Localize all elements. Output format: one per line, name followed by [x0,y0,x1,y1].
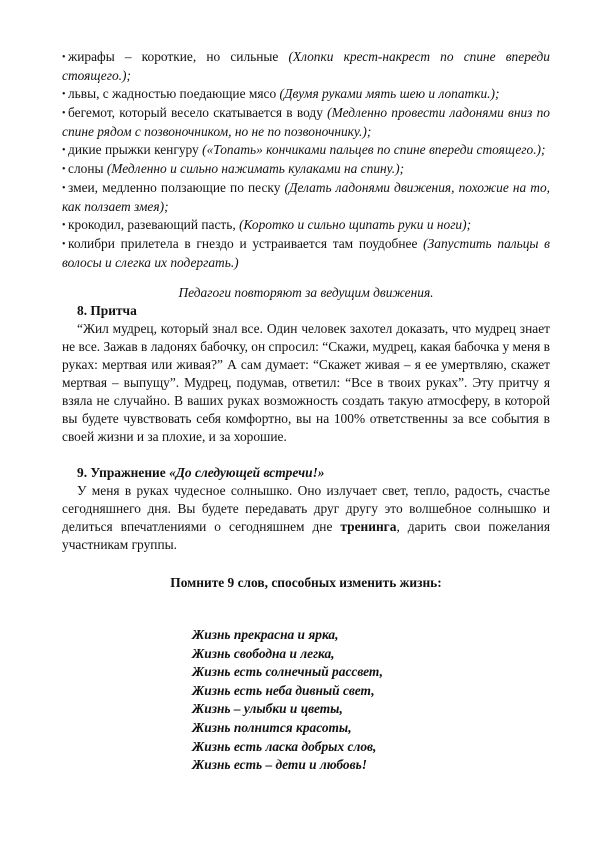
list-item-instruction: (Делать ладонями движения, похожие на то, как ползает змея); [62,180,551,214]
list-item [62,179,550,216]
bullet-icon: • [62,183,66,194]
poem-line: Жизнь есть – дети и любовь! [192,757,367,773]
list-item-text: крокодил, разевающий пасть, [68,217,240,232]
list-item-instruction: (Коротко и сильно щипать руки и ноги); [239,217,472,232]
list-item [62,216,550,235]
list-item-instruction: (Медленно и сильно нажимать кулаками на спину.); [106,161,405,176]
section-9-heading [62,464,550,482]
section-9-heading-title: «До следующей встречи!» [169,465,325,480]
massage-bullet-list [62,48,550,272]
bullet-icon: • [62,220,66,231]
poem-line: Жизнь есть солнечный рассвет, [192,664,384,680]
list-item [62,235,550,272]
bullet-icon: • [62,108,66,119]
bullet-icon: • [62,239,66,250]
list-item-instruction: («Топать» кончиками пальцев по спине впереди стоящего.); [202,142,546,157]
list-item-instruction: (Запустить пальцы в волосы и слегка их подергать.) [62,236,550,270]
section-9-heading-prefix: 9. Упражнение [77,465,170,480]
exercise-text-end: , дарить свои пожелания участникам группы. [62,519,551,552]
list-item-instruction: (Хлопки крест-накрест по спине впереди стоящего.); [62,49,550,83]
section-8-heading: 8. Притча [77,303,137,318]
bullet-icon: • [62,52,66,63]
poem-line: Жизнь есть ласка добрых слов, [192,738,377,754]
exercise-bold-word: тренинга [340,519,397,534]
parable-paragraph: “Жил мудрец, который знал все. Один человек захотел доказать, что мудрец знает не все. Зажав в ладонях бабочку, он спросил: “Скажи, мудрец, какая бабочка у меня в руках: мертвая или живая?” А сам думает: “Скажет живая – я ее умертвляю, скажет мертвая – выпущу”. Мудрец, подумав, ответил: “Все в твоих руках”. Эту притчу я взяла не случайно. В ваших руках возможность создать такую атмосферу, в которой вы будете чувствовать себя комфортно, вы на 100% ответственны за все события в своей жизни и за плохие, и за хорошие. [62,321,550,444]
poem-line: Жизнь прекрасна и ярка, [192,627,339,642]
poem-line: Жизнь – улыбки и цветы, [192,701,343,717]
bullet-icon: • [62,164,66,175]
remember-title: Помните 9 слов, способных изменить жизнь: [170,575,442,590]
list-item-text: жирафы – короткие, но сильные [68,49,289,64]
bullet-icon: • [62,89,66,100]
list-item-text: дикие прыжки кенгуру [68,142,203,157]
list-item [62,48,550,85]
exercise-text: У меня в руках чудесное солнышко. Оно излучает свет, тепло, радость, счастье сегодняшнего дня. Вы будете передавать друг другу это волшебное солнышко и делиться впечатлениями о сегодняшнем дне [62,483,550,534]
list-item-text: змеи, медленно ползающие по песку [68,180,285,195]
exercise-paragraph [62,482,550,554]
teachers-note: Педагоги повторяют за ведущим движения. [178,285,434,300]
page-content [62,48,550,775]
list-item [62,104,550,141]
poem [62,626,550,775]
list-item-instruction: (Двумя руками мять шею и лопатки.); [279,86,500,101]
list-item [62,85,550,104]
poem-line: Жизнь есть неба дивный свет, [192,682,375,698]
list-item [62,160,550,179]
list-item [62,141,550,160]
bullet-icon: • [62,145,66,156]
list-item-text: слоны [68,161,107,176]
list-item-text: колибри прилетела в гнездо и устраивается там поудобнее [68,236,424,251]
poem-line: Жизнь свободна и легка, [192,645,335,661]
list-item-text: львы, с жадностью поедающие мясо [68,86,280,101]
list-item-instruction: (Медленно провести ладонями вниз по спине рядом с позвоночником, но не по позвоночнику.); [62,105,550,139]
poem-line: Жизнь полнится красоты, [192,719,352,735]
list-item-text: бегемот, который весело скатывается в воду [68,105,328,120]
